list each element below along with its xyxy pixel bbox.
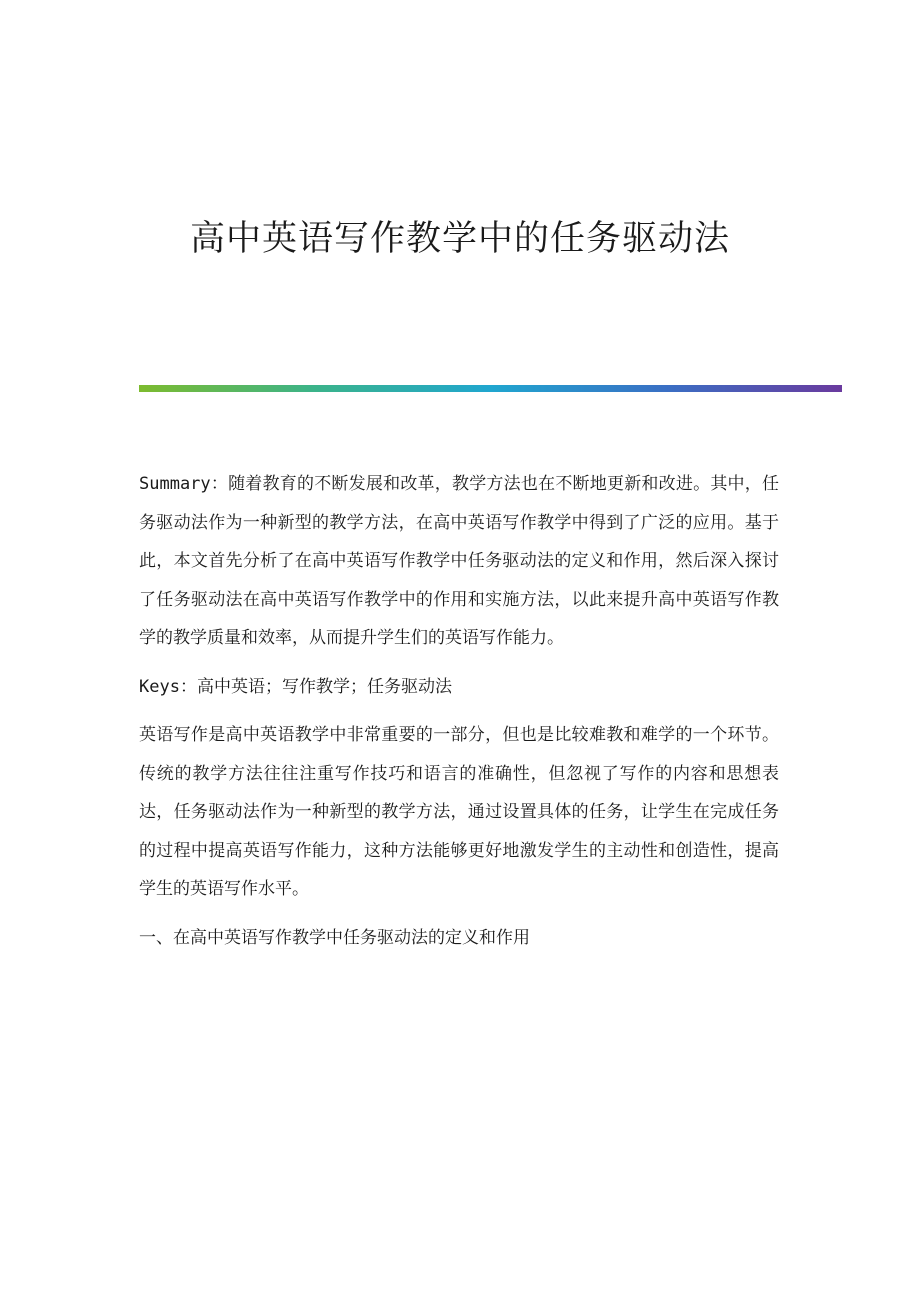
title-divider bbox=[139, 385, 842, 392]
summary-paragraph: Summary：随着教育的不断发展和改革，教学方法也在不断地更新和改进。其中，任务驱动法作为一种新型的教学方法，在高中英语写作教学中得到了广泛的应用。基于此，本文首先分析了在高中英语写作教学中任务驱动法的定义和作用，然后深入探讨了任务驱动法在高中英语写作教学中的作用和实施方法，以此来提升高中英语写作教学的教学质量和效率，从而提升学生们的英语写作能力。 bbox=[139, 474, 779, 648]
document-body bbox=[139, 465, 779, 967]
section-heading: 一、在高中英语写作教学中任务驱动法的定义和作用 bbox=[139, 927, 530, 948]
document-title: 高中英语写作教学中的任务驱动法 bbox=[189, 219, 730, 259]
keywords-paragraph: Keys：高中英语；写作教学；任务驱动法 bbox=[139, 676, 452, 697]
intro-paragraph: 英语写作是高中英语教学中非常重要的一部分，但也是比较难教和难学的一个环节。传统的教学方法往往注重写作技巧和语言的准确性，但忽视了写作的内容和思想表达，任务驱动法作为一种新型的教学方法，通过设置具体的任务，让学生在完成任务的过程中提高英语写作能力，这种方法能够更好地激发学生的主动性和创造性，提高学生的英语写作水平。 bbox=[139, 725, 779, 899]
